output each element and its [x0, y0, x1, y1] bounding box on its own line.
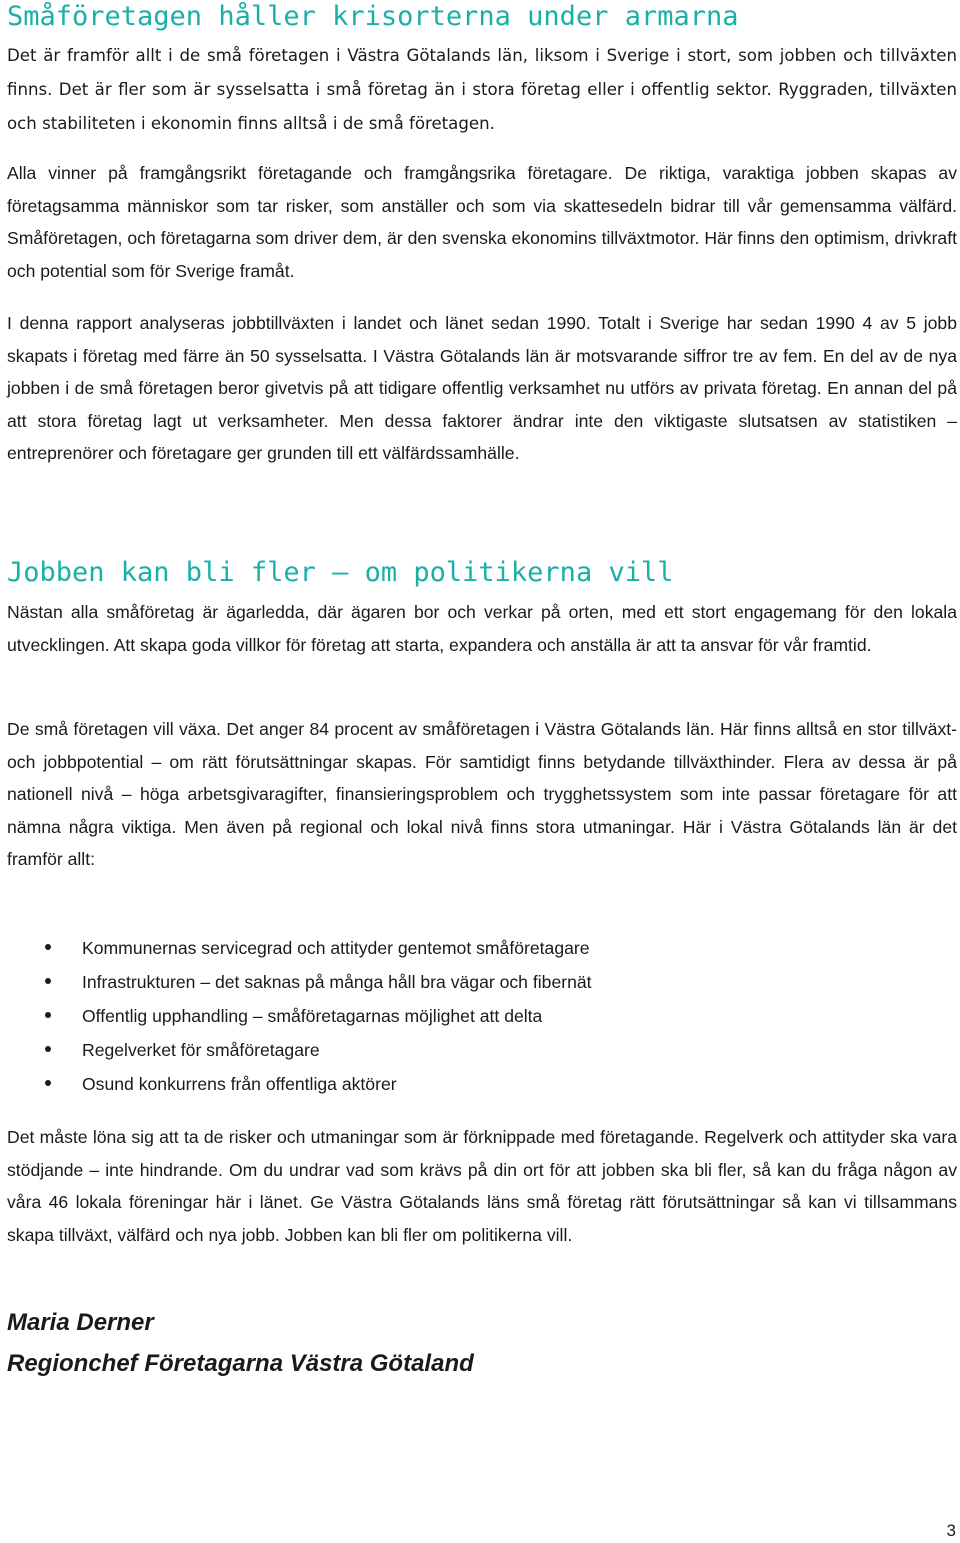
list-item-text: Offentlig upphandling – småföretagarnas möjlighet att delta	[82, 1006, 543, 1026]
list-item	[7, 999, 592, 1033]
challenge-list	[7, 931, 592, 1101]
list-item	[7, 1067, 592, 1101]
signature-name: Maria Derner	[7, 1309, 154, 1336]
section2-paragraph-2: De små företagen vill växa. Det anger 84 procent av småföretagen i Västra Götalands län. Här finns alltså en stor tillväxt- och jobbpotential – om rätt förutsättningar skapas. För samtidigt finns betydande tillväxthinder. Flera av dessa är på nationell nivå – höga arbetsgivaragifter, finansieringsproblem och trygghetssystem som inte passar företagare för att nämna några viktiga. Men även på regional och lokal nivå finns stora utmaningar. Här i Västra Götalands län är det framför allt:	[7, 719, 957, 870]
list-item	[7, 965, 592, 999]
list-item	[7, 931, 592, 965]
section2-paragraph-3: Det måste löna sig att ta de risker och utmaningar som är förknippade med företagande. Regelverk och attityder ska vara stödjande – inte hindrande. Om du undrar vad som krävs på din ort för att jobben ska bli fler, så kan du fråga någon av våra 46 lokala föreningar här i länet. Ge Västra Götalands läns små företag rätt förutsättningar så kan vi tillsammans skapa tillväxt, välfärd och nya jobb. Jobben kan bli fler om politikerna vill.	[7, 1127, 957, 1245]
section2-paragraph-1: Nästan alla småföretag är ägarledda, där ägaren bor och verkar på orten, med ett stort engagemang för den lokala utvecklingen. Att skapa goda villkor för företag att starta, expandera och anställa är att ta ansvar för vår framtid.	[7, 602, 957, 655]
list-item-text: Kommunernas servicegrad och attityder gentemot småföretagare	[82, 938, 590, 958]
bullet-icon	[45, 1012, 51, 1018]
bullet-icon	[45, 1046, 51, 1052]
list-item	[7, 1033, 592, 1067]
section1-paragraph-1: Det är framför allt i de små företagen i Västra Götalands län, liksom i Sverige i stort, som jobben och tillväxten finns. Det är fler som är sysselsatta i små företag än i stora företag eller i offentlig sektor. Ryggraden, tillväxten och stabiliteten i ekonomin finns alltså i de små företagen.	[7, 46, 957, 133]
bullet-icon	[45, 944, 51, 950]
bullet-icon	[45, 978, 51, 984]
list-item-text: Osund konkurrens från offentliga aktörer	[82, 1074, 397, 1094]
section-heading-smaforetagen: Småföretagen håller krisorterna under armarna	[7, 1, 739, 32]
section-heading-jobben: Jobben kan bli fler – om politikerna vill	[7, 557, 674, 588]
bullet-icon	[45, 1080, 51, 1086]
section1-paragraph-2: Alla vinner på framgångsrikt företagande och framgångsrika företagare. De riktiga, varaktiga jobben skapas av företagsamma människor som tar risker, som anställer och som via skattesedeln bidrar till vår gemensamma välfärd. Småföretagen, och företagarna som driver dem, är den svenska ekonomins tillväxtmotor. Här finns den optimism, drivkraft och potential som för Sverige framåt.	[7, 163, 957, 281]
section1-paragraph-3: I denna rapport analyseras jobbtillväxten i landet och länet sedan 1990. Totalt i Sverige har sedan 1990 4 av 5 jobb skapats i företag med färre än 50 sysselsatta. I Västra Götalands län är motsvarande siffror tre av fem. En del av de nya jobben i de små företagen beror givetvis på att tidigare offentlig verksamhet nu utförs av privata företag. En annan del på att stora företag lagt ut verksamheter. Men dessa faktorer ändrar inte den viktigaste slutsatsen av statistiken – entreprenörer och företagare ger grunden till ett välfärdssamhälle.	[7, 313, 957, 464]
page-number: 3	[946, 1521, 956, 1540]
list-item-text: Infrastrukturen – det saknas på många håll bra vägar och fibernät	[82, 972, 592, 992]
list-item-text: Regelverket för småföretagare	[82, 1040, 320, 1060]
signature-title: Regionchef Företagarna Västra Götaland	[7, 1350, 474, 1377]
